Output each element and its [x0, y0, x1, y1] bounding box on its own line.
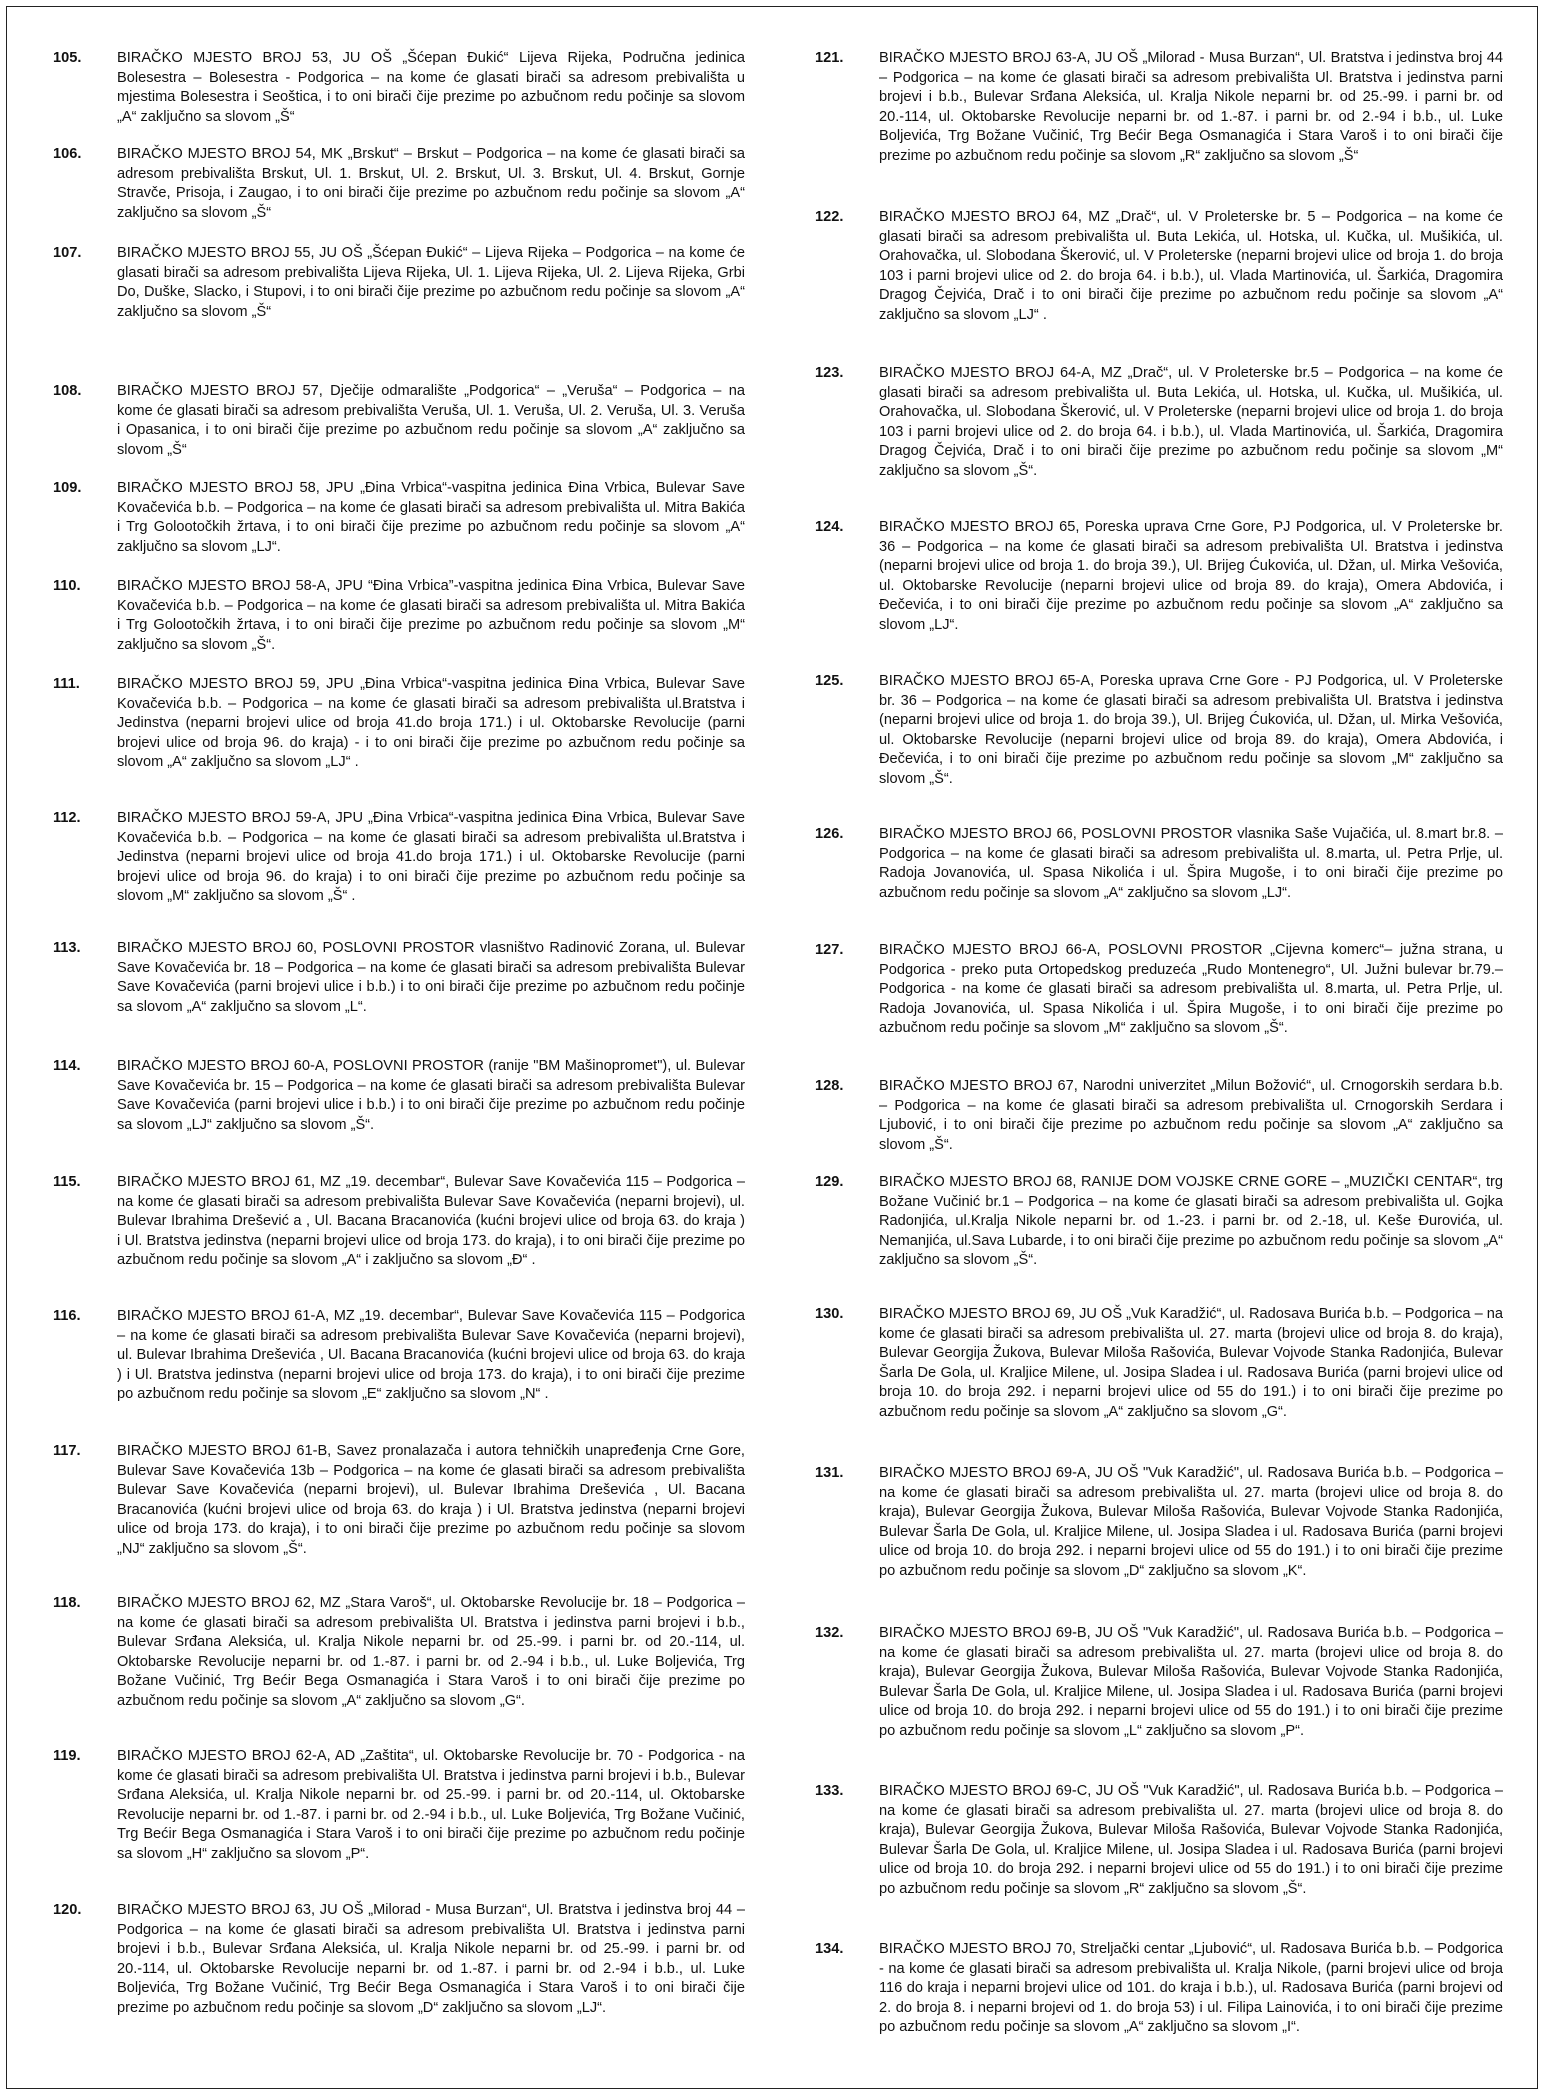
list-item	[53, 675, 745, 773]
entry-text: BIRAČKO MJESTO BROJ 61-B, Savez pronalazača i autora tehničkih unapređenja Crne Gore, Bulevar Save Kovačevića 13b – Podgorica – na kome će glasati birači sa adresom prebivališta Bulevar Save Kovačevića (neparni brojevi), ul. Bulevar Ibrahima Dreševića , Ul. Bacana Bracanovića (kućni brojevi ulice od broja 63. do kraja ) i Ul. Bratstva jedinstva (neparni brojevi ulice od broja 173. do kraja), i to oni birači čije prezime po azbučnom redu počinje sa slovom „NJ“ zaključno sa slovom „Š“.	[117, 1443, 745, 1557]
entry-text: BIRAČKO MJESTO BROJ 62, MZ „Stara Varoš“, ul. Oktobarske Revolucije br. 18 – Podgorica – na kome će glasati birači sa adresom prebivališta Ul. Bratstva i jedinstva parni brojevi i b.b., Bulevar Srđana Aleksića, ul. Kralja Nikole neparni br. od 25.-99. i parni br. od 20.-114, ul. Oktobarske Revolucije neparni br. od 1.-87. i parni br. od 2.-94 i b.b., ul. Luke Boljevića, Trg Božane Vučinić, Trg Bećir Bega Osmanagića i Stara Varoš i to oni birači čije prezime po azbučnom redu počinje sa slovom „A“ zaključno sa slovom „G“.	[117, 1595, 745, 1709]
entry-text: BIRAČKO MJESTO BROJ 58, JPU „Đina Vrbica“-vaspitna jedinica Đina Vrbica, Bulevar Save Kovačevića b.b. – Podgorica – na kome će glasati birači sa adresom prebivališta ul. Mitra Bakića i Trg Golootočkih žrtava, i to oni birači čije prezime po azbučnom redu počinje sa slovom „A“ zaključno sa slovom „LJ“.	[117, 480, 745, 555]
entry-number: 123.	[815, 365, 844, 381]
entry-number: 113.	[53, 940, 81, 956]
list-item	[815, 941, 1503, 1039]
entry-text: BIRAČKO MJESTO BROJ 64, MZ „Drač“, ul. V Proleterske br. 5 – Podgorica – na kome će glasati birači sa adresom prebivališta ul. Buta Lekića, ul. Hotska, ul. Kučka, ul. Mušikića, ul. Orahovačka, ul. Slobodana Škerović, ul. V Proleterske (neparni brojevi ulice od broja 1. do broja 103 i parni brojevi ulice od 2. do broja 64. i b.b.), ul. Vlada Martinovića, ul. Šarkića, Dragomira Dragog Čejvića, Drač i to oni birači čije prezime po azbučnom redu počinje sa slovom „A“ zaključno sa slovom „LJ“ .	[879, 209, 1503, 323]
entry-number: 129.	[815, 1174, 844, 1190]
entry-number: 110.	[53, 578, 81, 594]
entry-text: BIRAČKO MJESTO BROJ 61-A, MZ „19. decembar“, Bulevar Save Kovačevića 115 – Podgorica – na kome će glasati birači sa adresom prebivališta Bulevar Save Kovačevića (neparni brojevi), ul. Bulevar Ibrahima Dreševića , Ul. Bacana Bracanovića (kućni brojevi ulice od broja 63. do kraja ) i Ul. Bratstva jedinstva (neparni brojevi ulice od broja 173. do kraja), i to oni birači čije prezime po azbučnom redu počinje sa slovom „E“ zaključno sa slovom „N“ .	[117, 1308, 745, 1403]
entry-number: 120.	[53, 1902, 82, 1918]
list-item	[815, 364, 1503, 482]
entry-number: 111.	[53, 676, 80, 692]
list-item	[53, 1173, 745, 1271]
entry-text: BIRAČKO MJESTO BROJ 60-A, POSLOVNI PROSTOR (ranije "BM Mašinopromet"), ul. Bulevar Save Kovačevića br. 15 – Podgorica – na kome će glasati birači sa adresom prebivališta Bulevar Save Kovačevića (parni brojevi ulice i b.b.) i to oni birači čije prezime po azbučnom redu počinje sa slovom „LJ“ zaključno sa slovom „Š“.	[117, 1058, 745, 1133]
entry-number: 119.	[53, 1748, 81, 1764]
list-item	[815, 1624, 1503, 1742]
entry-number: 115.	[53, 1174, 81, 1190]
entry-number: 122.	[815, 209, 844, 225]
list-item	[815, 1173, 1503, 1271]
entry-text: BIRAČKO MJESTO BROJ 63, JU OŠ „Milorad - Musa Burzan“, Ul. Bratstva i jedinstva broj 44 – Podgorica – na kome će glasati birači sa adresom prebivališta Ul. Bratstva i jedinstva parni brojevi i b.b., Bulevar Srđana Aleksića, ul. Kralja Nikole neparni br. od 25.-99. i parni br. od 20.-114, ul. Oktobarske Revolucije neparni br. od 1.-87. i parni br. od 2.-94 i b.b., ul. Luke Boljevića, Trg Božane Vučinić, Trg Bećir Bega Osmanagića i Stara Varoš i to oni birači čije prezime po azbučnom redu počinje sa slovom „D“ zaključno sa slovom „LJ“.	[117, 1902, 745, 2016]
entry-number: 116.	[53, 1308, 81, 1324]
list-item	[53, 1901, 745, 2019]
entry-text: BIRAČKO MJESTO BROJ 65-A, Poreska uprava Crne Gore - PJ Podgorica, ul. V Proleterske br. 36 – Podgorica – na kome će glasati birači sa adresom prebivališta Ul. Bratstva i jedinstva (neparni brojevi ulice od broja 1. do broja 39.), Ul. Brijeg Ćukovića, ul. Džan, ul. Mirka Vešovića, ul. Oktobarske Revolucije (neparni brojevi ulice od broja 89. do kraja), Omera Abdovića, i Đečevića, i to oni birači čije prezime po azbučnom redu počinje sa slovom „M“ zaključno sa slovom „Š“.	[879, 673, 1503, 787]
entry-text: BIRAČKO MJESTO BROJ 66, POSLOVNI PROSTOR vlasnika Saše Vujačića, ul. 8.mart br.8. – Podgorica – na kome će glasati birači sa adresom prebivališta ul. 8.marta, ul. Petra Prlje, ul. Radoja Jovanovića, ul. Spasa Nikolića i ul. Špira Mugoše, i to oni birači čije prezime po azbučnom redu počinje sa slovom „A“ zaključno sa slovom „LJ“.	[879, 826, 1503, 901]
list-item	[815, 1305, 1503, 1423]
entry-text: BIRAČKO MJESTO BROJ 55, JU OŠ „Šćepan Đukić“ – Lijeva Rijeka – Podgorica – na kome će glasati birači sa adresom prebivališta Lijeva Rijeka, Ul. 1. Lijeva Rijeka, Ul. 2. Lijeva Rijeka, Grbi Do, Duške, Slacko, i Stupovi, i to oni birači čije prezime po azbučnom redu počinje sa slovom „A“ zaključno sa slovom „Š“	[117, 245, 745, 320]
entry-text: BIRAČKO MJESTO BROJ 59, JPU „Đina Vrbica“-vaspitna jedinica Đina Vrbica, Bulevar Save Kovačevića b.b. – Podgorica – na kome će glasati birači sa adresom prebivališta ul.Bratstva i Jedinstva (neparni brojevi ulice od broja 41.do broja 171.) i ul. Oktobarske Revolucije (parni brojevi ulice od broja 96. do kraja) - i to oni birači čije prezime po azbučnom redu počinje sa slovom „A“ zaključno sa slovom „LJ“ .	[117, 676, 745, 771]
entry-number: 117.	[53, 1443, 81, 1459]
entry-number: 127.	[815, 942, 844, 958]
entry-text: BIRAČKO MJESTO BROJ 69-C, JU OŠ "Vuk Karadžić", ul. Radosava Burića b.b. – Podgorica – na kome će glasati birači sa adresom prebivališta ul. 27. marta (brojevi ulice od broja 8. do kraja), Bulevar Georgija Žukova, Bulevar Miloša Rašovića, Bulevar Vojvode Stanka Radonjića, Bulevar Šarla De Gola, ul. Kraljice Milene, ul. Josipa Sladea i ul. Radosava Burića (parni brojevi ulice od broja 10. do broja 292. i neparni brojevi ulice od 55 do 191.) i to oni birači čije prezime po azbučnom redu počinje sa slovom „R“ zaključno sa slovom „Š“.	[879, 1783, 1503, 1897]
entry-text: BIRAČKO MJESTO BROJ 53, JU OŠ „Šćepan Đukić“ Lijeva Rijeka, Područna jedinica Bolesestra – Bolesestra - Podgorica – na kome će glasati birači sa adresom prebivališta u mjestima Bolesestra i Seoštica, i to oni birači čije prezime po azbučnom redu počinje sa slovom „A“ zaključno sa slovom „Š“	[117, 50, 745, 125]
entry-text: BIRAČKO MJESTO BROJ 70, Streljački centar „Ljubović“, ul. Radosava Burića b.b. – Podgorica - na kome će glasati birači sa adresom prebivališta ul. Kralja Nikole, (parni brojevi ulice od broja 116 do kraja i neparni brojevi ulice od 101. do kraja i b.b.), ul. Radosava Burića (parni brojevi od 2. do broja 8. i neparni brojevi od 1. do broja 53) i ul. Filipa Lainovića, i to oni birači čije prezime po azbučnom redu počinje sa slovom „A“ zaključno sa slovom „I“.	[879, 1941, 1503, 2036]
document-page	[6, 6, 1538, 2089]
list-item	[815, 1464, 1503, 1582]
list-item	[53, 1594, 745, 1712]
entry-number: 132.	[815, 1625, 844, 1641]
list-item	[53, 939, 745, 1017]
entry-text: BIRAČKO MJESTO BROJ 69, JU OŠ „Vuk Karadžić“, ul. Radosava Burića b.b. – Podgorica – na kome će glasati birači sa adresom prebivališta ul. 27. marta (brojevi ulice od broja 8. do kraja), Bulevar Georgija Žukova, Bulevar Miloša Rašovića, Bulevar Vojvode Stanka Radonjića, Bulevar Šarla De Gola, ul. Kraljice Milene, ul. Josipa Sladea i ul. Radosava Burića (parni brojevi ulice od broja 10. do broja 292. i neparni brojevi ulice od 55 do 191.) i to oni birači čije prezime po azbučnom redu počinje sa slovom „A“ zaključno sa slovom „G“.	[879, 1306, 1503, 1420]
entry-number: 128.	[815, 1078, 844, 1094]
entry-number: 109.	[53, 480, 82, 496]
list-item	[815, 1940, 1503, 2038]
list-item	[53, 382, 745, 460]
entry-number: 108.	[53, 383, 82, 399]
list-item	[53, 577, 745, 655]
entry-text: BIRAČKO MJESTO BROJ 69-A, JU OŠ "Vuk Karadžić", ul. Radosava Burića b.b. – Podgorica – na kome će glasati birači sa adresom prebivališta ul. 27. marta (brojevi ulice od broja 8. do kraja), Bulevar Georgija Žukova, Bulevar Miloša Rašovića, Bulevar Vojvode Stanka Radonjića, Bulevar Šarla De Gola, ul. Kraljice Milene, ul. Josipa Sladea i ul. Radosava Burića (parni brojevi ulice od broja 10. do broja 292. i neparni brojevi ulice od 55 do 191.) i to oni birači čije prezime po azbučnom redu počinje sa slovom „D“ zaključno sa slovom „K“.	[879, 1465, 1503, 1579]
entry-number: 118.	[53, 1595, 81, 1611]
list-item	[815, 672, 1503, 790]
entry-number: 121.	[815, 50, 844, 66]
list-item	[53, 49, 745, 127]
entry-text: BIRAČKO MJESTO BROJ 67, Narodni univerzitet „Milun Božović“, ul. Crnogorskih serdara b.b. – Podgorica – na kome će glasati birači sa adresom prebivališta ul. Crnogorskih Serdara i Ljubović, i to oni birači čije prezime po azbučnom redu počinje sa slovom „A“ zaključno sa slovom „Š“.	[879, 1078, 1503, 1153]
entry-text: BIRAČKO MJESTO BROJ 62-A, AD „Zaštita“, ul. Oktobarske Revolucije br. 70 - Podgorica - na kome će glasati birači sa adresom prebivališta Ul. Bratstva i jedinstva parni brojevi i b.b., Bulevar Srđana Aleksića, ul. Kralja Nikole neparni br. od 25.-99. i parni br. od 20.-114, ul. Oktobarske Revolucije neparni br. od 1.-87. i parni br. od 2.-94 i b.b., ul. Luke Boljevića, Trg Božane Vučinić, Trg Bećir Bega Osmanagića i Stara Varoš i to oni birači čije prezime po azbučnom redu počinje sa slovom „H“ zaključno sa slovom „P“.	[117, 1748, 745, 1862]
entry-number: 114.	[53, 1058, 81, 1074]
entry-text: BIRAČKO MJESTO BROJ 69-B, JU OŠ "Vuk Karadžić", ul. Radosava Burića b.b. – Podgorica – na kome će glasati birači sa adresom prebivališta ul. 27. marta (brojevi ulice od broja 8. do kraja), Bulevar Georgija Žukova, Bulevar Miloša Rašovića, Bulevar Vojvode Stanka Radonjića, Bulevar Šarla De Gola, ul. Kraljice Milene, ul. Josipa Sladea i ul. Radosava Burića (parni brojevi ulice od broja 10. do broja 292. i neparni brojevi ulice od 55 do 191.) i to oni birači čije prezime po azbučnom redu počinje sa slovom „L“ zaključno sa slovom „P“.	[879, 1625, 1503, 1739]
entry-text: BIRAČKO MJESTO BROJ 60, POSLOVNI PROSTOR vlasništvo Radinović Zorana, ul. Bulevar Save Kovačevića br. 18 – Podgorica – na kome će glasati birači sa adresom prebivališta Bulevar Save Kovačevića (parni brojevi ulice i b.b.) i to oni birači čije prezime po azbučnom redu počinje sa slovom „A“ zaključno sa slovom „L“.	[117, 940, 745, 1015]
entry-number: 112.	[53, 810, 81, 826]
entry-number: 125.	[815, 673, 844, 689]
entry-number: 126.	[815, 826, 844, 842]
entry-number: 131.	[815, 1465, 844, 1481]
list-item	[53, 1307, 745, 1405]
list-item	[815, 208, 1503, 326]
entry-text: BIRAČKO MJESTO BROJ 57, Dječije odmaralište „Podgorica“ – „Veruša“ – Podgorica – na kome će glasati birači sa adresom prebivališta Veruša, Ul. 1. Veruša, Ul. 2. Veruša, Ul. 3. Veruša i Opasanica, i to oni birači čije prezime po azbučnom redu počinje sa slovom „A“ zaključno sa slovom „Š“	[117, 383, 745, 458]
list-item	[53, 145, 745, 223]
list-item	[815, 518, 1503, 636]
entry-text: BIRAČKO MJESTO BROJ 63-A, JU OŠ „Milorad - Musa Burzan“, Ul. Bratstva i jedinstva broj 44 – Podgorica – na kome će glasati birači sa adresom prebivališta Ul. Bratstva i jedinstva parni brojevi i b.b., Bulevar Srđana Aleksića, ul. Kralja Nikole neparni br. od 25.-99. i parni br. od 20.-114, ul. Oktobarske Revolucije neparni br. od 1.-87. i parni br. od 2.-94 i b.b., ul. Luke Boljevića, Trg Božane Vučinić, Trg Bećir Bega Osmanagića i Stara Varoš i to oni birači čije prezime po azbučnom redu počinje sa slovom „R“ zaključno sa slovom „Š“	[879, 50, 1503, 164]
entry-text: BIRAČKO MJESTO BROJ 68, RANIJE DOM VOJSKE CRNE GORE – „MUZIČKI CENTAR“, trg Božane Vučinić br.1 – Podgorica – na kome će glasati birači sa adresom prebivališta ul. Gojka Radonjića, ul.Kralja Nikole neparni br. od 1.-23. i parni br. od 2.-18, ul. Keše Đurovića, ul. Nemanjića, ul.Sava Lubarde, i to oni birači čije prezime po azbučnom redu počinje sa slovom „A“ zaključno sa slovom „Š“.	[879, 1174, 1503, 1269]
entry-text: BIRAČKO MJESTO BROJ 59-A, JPU „Đina Vrbica“-vaspitna jedinica Đina Vrbica, Bulevar Save Kovačevića b.b. – Podgorica – na kome će glasati birači sa adresom prebivališta ul.Bratstva i Jedinstva (neparni brojevi ulice od broja 41.do broja 171.) i ul. Oktobarske Revolucije (parni brojevi ulice od broja 96. do kraja) i to oni birači čije prezime po azbučnom redu počinje sa slovom „M“ zaključno sa slovom „Š“ .	[117, 810, 745, 905]
list-item	[815, 1782, 1503, 1900]
list-item	[53, 809, 745, 907]
entry-text: BIRAČKO MJESTO BROJ 66-A, POSLOVNI PROSTOR „Cijevna komerc“– južna strana, u Podgorica - preko puta Ortopedskog preduzeća „Rudo Montenegro“, Ul. Južni bulevar br.79.– Podgorica - na kome će glasati birači sa adresom prebivališta ul. 8.marta, ul. Petra Prlje, ul. Radoja Jovanovića, ul. Spasa Nikolića i ul. Špira Mugoše, i to oni birači čije prezime po azbučnom redu počinje sa slovom „M“ zaključno sa slovom „Š“.	[879, 942, 1503, 1037]
entry-number: 124.	[815, 519, 844, 535]
entry-number: 133.	[815, 1783, 844, 1799]
list-item	[815, 49, 1503, 167]
list-item	[53, 479, 745, 557]
list-item	[53, 1442, 745, 1560]
entry-number: 134.	[815, 1941, 844, 1957]
entry-number: 130.	[815, 1306, 844, 1322]
entry-text: BIRAČKO MJESTO BROJ 64-A, MZ „Drač“, ul. V Proleterske br.5 – Podgorica – na kome će glasati birači sa adresom prebivališta ul. Buta Lekića, ul. Hotska, ul. Kučka, ul. Mušikića, ul. Orahovačka, ul. Slobodana Škerović, ul. V Proleterske (neparni brojevi ulice od broja 1. do broja 103 i parni brojevi ulice od 2. do broja 64. i b.b.), ul. Vlada Martinovića, ul. Šarkića, Dragomira Dragog Čejvića, Drač i to oni birači čije prezime po azbučnom redu počinje sa slovom „M“ zaključno sa slovom „Š“.	[879, 365, 1503, 479]
entry-number: 105.	[53, 50, 82, 66]
list-item	[53, 244, 745, 322]
list-item	[53, 1057, 745, 1135]
entry-number: 107.	[53, 245, 82, 261]
entry-text: BIRAČKO MJESTO BROJ 65, Poreska uprava Crne Gore, PJ Podgorica, ul. V Proleterske br. 36 – Podgorica – na kome će glasati birači sa adresom prebivališta Ul. Bratstva i jedinstva (neparni brojevi ulice od broja 1. do broja 39.), Ul. Brijeg Ćukovića, ul. Džan, ul. Mirka Vešovića, ul. Oktobarske Revolucije (neparni brojevi ulice od broja 89. do kraja), Omera Abdovića, i Đečevića, i to oni birači čije prezime po azbučnom redu počinje sa slovom „A“ zaključno sa slovom „LJ“.	[879, 519, 1503, 633]
list-item	[815, 1077, 1503, 1155]
entry-number: 106.	[53, 146, 82, 162]
entry-text: BIRAČKO MJESTO BROJ 54, MK „Brskut“ – Brskut – Podgorica – na kome će glasati birači sa adresom prebivališta Brskut, Ul. 1. Brskut, Ul. 2. Brskut, Ul. 3. Brskut, Ul. 4. Brskut, Gornje Stravče, Prisoja, i Zaugao, i to oni birači čije prezime po azbučnom redu počinje sa slovom „A“ zaključno sa slovom „Š“	[117, 146, 745, 221]
entry-text: BIRAČKO MJESTO BROJ 61, MZ „19. decembar“, Bulevar Save Kovačevića 115 – Podgorica – na kome će glasati birači sa adresom prebivališta Bulevar Save Kovačevića (neparni brojevi), ul. Bulevar Ibrahima Drešević a , Ul. Bacana Bracanovića (kućni brojevi ulice od broja 63. do kraja ) i Ul. Bratstva jedinstva (neparni brojevi ulice od broja 173. do kraja), i to oni birači čije prezime po azbučnom redu počinje sa slovom „A“ i zaključno sa slovom „Đ“ .	[117, 1174, 745, 1269]
entry-text: BIRAČKO MJESTO BROJ 58-A, JPU “Đina Vrbica”-vaspitna jedinica Đina Vrbica, Bulevar Save Kovačevića b.b. – Podgorica – na kome će glasati birači sa adresom prebivališta ul. Mitra Bakića i Trg Golootočkih žrtava, i to oni birači čije prezime po azbučnom redu počinje sa slovom „M“ zaključno sa slovom „Š“.	[117, 578, 745, 653]
list-item	[53, 1747, 745, 1865]
list-item	[815, 825, 1503, 903]
